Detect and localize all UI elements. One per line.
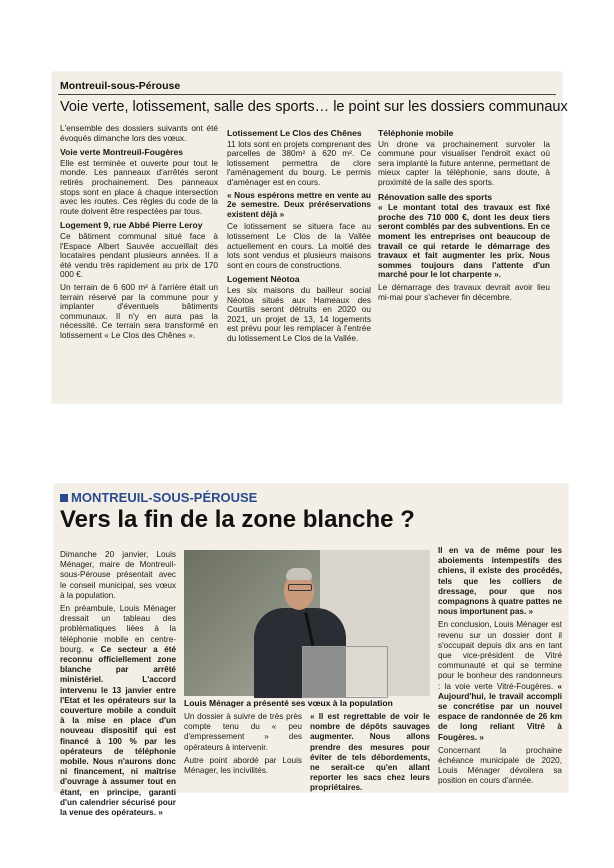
article-column-2 xyxy=(227,124,371,346)
podium xyxy=(302,646,388,698)
paragraph: Autre point abordé par Louis Ménager, les incivilités. xyxy=(184,755,302,776)
section-text: Elle est terminée et ouverte pour tout le monde. Les panneaux d'arrêtés seront retirés prochainement. Des panneaux stops sont en place à chaque intersection avec les routes. Ces règles du code de la route doivent être respectées par tous. xyxy=(60,157,218,216)
quote: « Aujourd'hui, le travail accompli se concrétise par un nouvel espace de randonnée de 26 km de long reliant Vitré à Fougères. » xyxy=(438,681,562,742)
article-clipping-dossiers xyxy=(52,72,568,403)
kicker-text: MONTREUIL-SOUS-PÉROUSE xyxy=(71,490,258,505)
section-title: Lotissement Le Clos des Chênes xyxy=(227,128,362,138)
section-title: Voie verte Montreuil-Fougères xyxy=(60,147,184,158)
article-clipping-zone-blanche xyxy=(54,484,568,818)
paragraph: En conclusion, Louis Ménager est revenu sur un dossier dont il s'occupait depuis dix ans en tant que vice-président de Vitré communauté et qui se termine pour le bonheur des randonneurs : la voie verte Vitré-Fougères. xyxy=(438,620,562,691)
section-title: Logement Néotoa xyxy=(227,274,300,285)
article-kicker xyxy=(60,490,257,505)
article-column-4 xyxy=(438,546,562,790)
section-text: Les six maisons du bailleur social Néotoa situés aux Hameaux des Courtils seront détruits en 2020 ou 2021, un projet de 13, 14 logements est prévu pour les remplacer à l'entrée du lotissement Le Clos de la Vallée. xyxy=(227,284,371,343)
quote: « Il est regrettable de voir le nombre de dépôts sauvages augmenter. Nous allons prendre des mesures pour éviter de tels débordements, ne serait-ce qu'en allant reporter les sacs chez leurs propriétaires. xyxy=(310,712,430,793)
article-column-3 xyxy=(310,712,430,797)
paragraph: En préambule, Louis Ménager dressait un tableau des problématiques liées à la téléphonie mobile en centre-bourg. xyxy=(60,604,176,654)
paragraph: Dimanche 20 janvier, Louis Ménager, maire de Montreuil-sous-Pérouse présentait avec le conseil municipal, ses vœux à la population. xyxy=(60,550,176,600)
section-text: Ce bâtiment communal situé face à l'Espace Albert Sauvée accueillait des locataires pendant plusieurs années. Il a été vendu très rapidement au prix de 170 000 €. xyxy=(60,230,218,280)
section-text: Ce lotissement se situera face au lotissement Le Clos de la Vallée actuellement en cours. La moitié des lots sont vendus et plusieurs maisons sont en cours de constructions. xyxy=(227,221,371,270)
section-quote: « Le montant total des travaux est fixé proche des 710 000 €, dont les deux tiers seront comblés par des subventions. En ce moment les entreprises ont beaucoup de travail ce qui retarde le démarrage des travaux et fait augmenter les prix. Nous sommes toujours dans l'attente d'un marché pour le lot charpente ». xyxy=(378,202,550,280)
section-text: Un drone va prochainement survoler la commune pour visualiser l'endroit exact où sera implanté la future antenne, permettant de mieux capter la téléphonie, sans doute, à proximité de la salle des sports. xyxy=(378,138,550,187)
article-column-2 xyxy=(184,712,302,779)
article-column-1 xyxy=(60,124,218,343)
article-intro: L'ensemble des dossiers suivants ont été évoqués dimanche lors des vœux. xyxy=(60,123,218,143)
section-title: Téléphonie mobile xyxy=(378,128,454,138)
article-column-3 xyxy=(378,124,550,305)
section-text: Un terrain de 6 600 m² à l'arrière était un terrain réservé par la commune pour y implanter d'éventuels bâtiments communaux. Il n'y en aura pas la nécessité. Ce terrain sera transformé en lotissement « Le Clos des Chênes ». xyxy=(60,281,218,340)
article-kicker: Montreuil-sous-Pérouse xyxy=(60,80,181,92)
article-column-1 xyxy=(60,550,176,821)
photo-mayor-speech xyxy=(184,550,430,696)
quote: « Ce secteur a été reconnu officiellement zone blanche par arrêté ministériel. L'accord intervenu le 13 janvier entre l'Etat et les opérateurs sur la couverture mobile a conduit à la mise en place d'un nouveau dispositif qui est financé à 100 % par les opérateurs de téléphonie mobile. Nous n'aurons donc ni financement, ni maîtrise d'ouvrage à assumer tout en étant, en principe, garanti d'un calendrier sécurisé pour la venue des opérateurs. » xyxy=(60,644,176,818)
article-headline: Voie verte, lotissement, salle des sports… le point sur les dossiers communaux xyxy=(60,99,568,115)
section-text: 11 lots sont en projets comprenant des parcelles de 380m² à 620 m². Ce lotissement permettra de clore l'aménagement du bourg. Le permis d'aménager est en cours. xyxy=(227,138,371,187)
square-bullet-icon xyxy=(60,494,68,502)
section-quote: « Nous espérons mettre en vente au 2e semestre. Deux préréservations existent déjà » xyxy=(227,189,371,219)
photo-caption: Louis Ménager a présenté ses vœux à la population xyxy=(184,698,393,708)
paragraph: Concernant la prochaine échéance municipale de 2020, Louis Ménager dévoilera sa position en cours d'année. xyxy=(438,745,562,786)
section-text: Le démarrage des travaux devrait avoir lieu mi-mai pour s'achever fin décembre. xyxy=(378,281,550,302)
quote: Il en va de même pour les aboiements intempestifs des chiens, il existe des procédés, tels que les colliers de dressage, pour que nos compagnons à quatre pattes ne nous importunent pas. » xyxy=(438,546,562,617)
divider xyxy=(58,94,556,95)
paragraph: Un dossier à suivre de très près compte tenu du « peu d'empressement » des opérateurs à intervenir. xyxy=(184,712,302,752)
section-title: Rénovation salle des sports xyxy=(378,191,493,202)
section-title: Logement 9, rue Abbé Pierre Leroy xyxy=(60,220,203,231)
article-headline: Vers la fin de la zone blanche ? xyxy=(60,506,415,533)
